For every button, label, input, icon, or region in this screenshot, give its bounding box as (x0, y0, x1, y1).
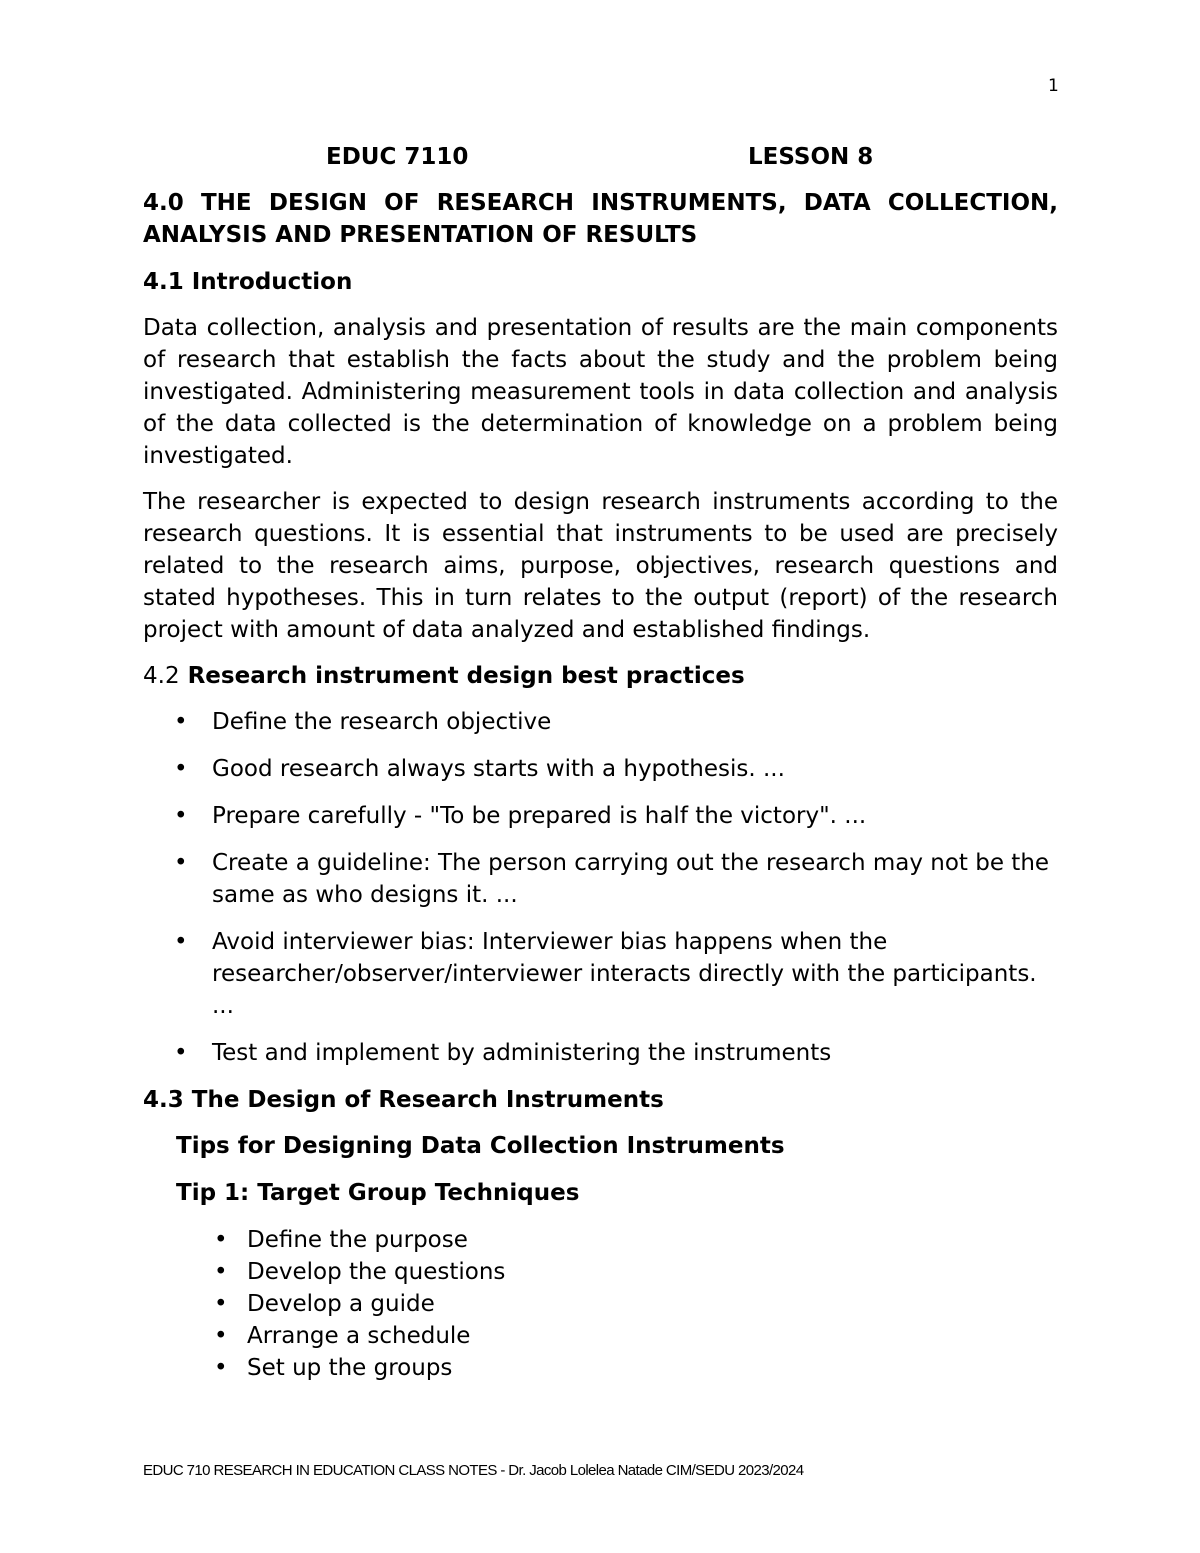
section-number: 4.2 (143, 663, 180, 689)
list-item-text: Arrange a schedule (247, 1323, 471, 1349)
list-item (143, 1352, 1058, 1384)
section-heading-design: 4.3 The Design of Research Instruments (143, 1087, 664, 1113)
bullet-icon: • (174, 756, 188, 782)
bullet-icon: • (214, 1355, 228, 1381)
list-item-text: Define the purpose (247, 1227, 468, 1253)
tips-subheading: Tips for Designing Data Collection Instruments (176, 1133, 785, 1159)
list-item-text: Develop a guide (247, 1291, 435, 1317)
bullet-icon: • (174, 850, 188, 876)
list-item-text: Create a guideline: The person carrying out the research may not be the same as who designs it. ... (212, 850, 1050, 908)
list-item (143, 1224, 1058, 1256)
course-code: EDUC 7110 (326, 144, 469, 170)
intro-paragraph-2: The researcher is expected to design research instruments according to the research questions. It is essential that instruments to be used are precisely related to the research aims, purpose, objectives, research questions and stated hypotheses. This in turn relates to the output (report) of the research project with amount of data analyzed and established findings. (143, 489, 1058, 643)
chapter-title: 4.0 THE DESIGN OF RESEARCH INSTRUMENTS, DATA COLLECTION, ANALYSIS AND PRESENTATION OF RESULTS (143, 190, 1058, 248)
bullet-icon: • (214, 1291, 228, 1317)
list-item (143, 800, 1058, 832)
list-item-text: Test and implement by administering the instruments (212, 1040, 832, 1066)
bullet-icon: • (214, 1323, 228, 1349)
intro-paragraph-1: Data collection, analysis and presentation of results are the main components of research that establish the facts about the study and the problem being investigated. Administering measurement tools in data collection and analysis of the data collected is the determination of knowledge on a problem being investigated. (143, 315, 1058, 469)
bullet-icon: • (174, 1040, 188, 1066)
list-item-text: Avoid interviewer bias: Interviewer bias happens when the researcher/observer/interviewer interacts directly with the participants. ... (212, 929, 1037, 1019)
bullet-icon: • (174, 929, 188, 955)
list-item-text: Prepare carefully - "To be prepared is half the victory". ... (212, 803, 867, 829)
tip-1-heading: Tip 1: Target Group Techniques (176, 1180, 580, 1206)
best-practices-list (143, 706, 1058, 1069)
list-item-text: Define the research objective (212, 709, 552, 735)
bullet-icon: • (174, 709, 188, 735)
course-header (143, 141, 1058, 173)
section-heading-introduction: 4.1 Introduction (143, 269, 353, 295)
bullet-icon: • (174, 803, 188, 829)
page-number: 1 (1048, 76, 1059, 96)
list-item-text: Good research always starts with a hypothesis. ... (212, 756, 785, 782)
list-item (143, 1288, 1058, 1320)
lesson-number: LESSON 8 (748, 144, 874, 170)
list-item-text: Set up the groups (247, 1355, 453, 1381)
list-item (143, 1320, 1058, 1352)
list-item (143, 926, 1058, 1022)
bullet-icon: • (214, 1227, 228, 1253)
list-item (143, 1256, 1058, 1288)
bullet-icon: • (214, 1259, 228, 1285)
list-item (143, 706, 1058, 738)
list-item (143, 847, 1058, 911)
section-title: Research instrument design best practices (187, 663, 745, 689)
page-footer: EDUC 710 RESEARCH IN EDUCATION CLASS NOTES - Dr. Jacob Lolelea Natade CIM/SEDU 2023/2024 (143, 1462, 804, 1479)
list-item-text: Develop the questions (247, 1259, 506, 1285)
section-heading-best-practices (143, 660, 1058, 692)
tip-1-list (143, 1224, 1058, 1384)
list-item (143, 1037, 1058, 1069)
list-item (143, 753, 1058, 785)
page-content (143, 141, 1058, 1384)
